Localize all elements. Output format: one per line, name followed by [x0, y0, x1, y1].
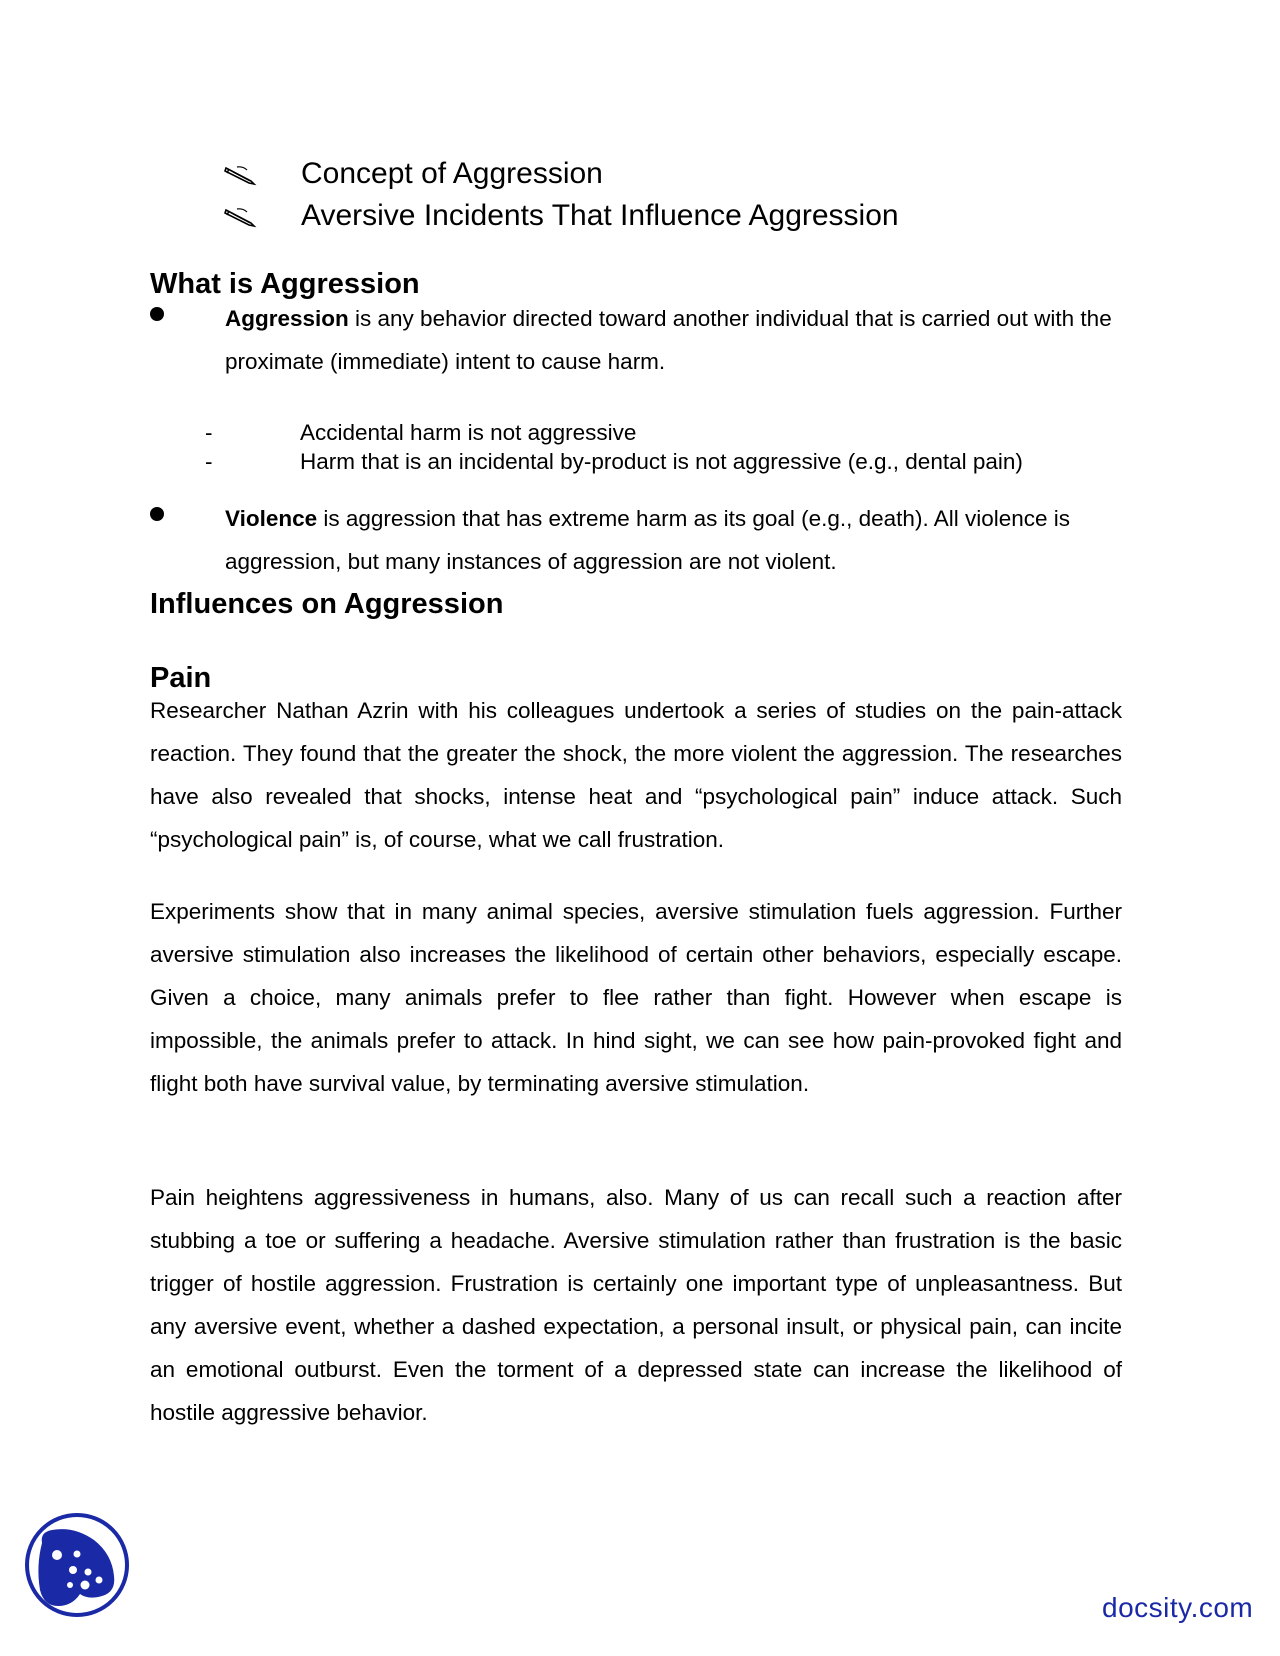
violence-term: Violence — [225, 506, 318, 531]
paragraph-azrin: Researcher Nathan Azrin with his colleagues undertook a series of studies on the pain-attack reaction. They found that the greater the shock, the more violent the aggression. The researches have also revealed that shocks, intense heat and “psychological pain” induce attack. Such “psychological pain” is, of course, what we call frustration. — [150, 698, 1122, 852]
bullet-dot — [150, 307, 164, 321]
outline-item-aversive — [223, 198, 899, 234]
aggression-definition — [225, 297, 1120, 383]
heading-pain: Pain — [150, 662, 212, 694]
dash-marker: - — [205, 449, 213, 474]
bullet-dot — [150, 507, 164, 521]
outline-label: Aversive Incidents That Influence Aggression — [301, 199, 899, 232]
aggression-term: Aggression — [225, 306, 349, 331]
paragraph-pain-humans: Pain heightens aggressiveness in humans, also. Many of us can recall such a reaction after stubbing a toe or suffering a headache. Aversive stimulation rather than frustration is the basic trigger of hostile aggression. Frustration is certainly one important type of unpleasantness. But any aversive event, whether a dashed expectation, a personal insult, or physical pain, can incite an emotional outburst. Even the torment of a depressed state can increase the likelihood of hostile aggressive behavior. — [150, 1185, 1122, 1425]
docsity-logo — [22, 1510, 132, 1625]
paragraph-experiments: Experiments show that in many animal species, aversive stimulation fuels aggression. Further aversive stimulation also increases the likelihood of certain other behaviors, especially escape. Given a choice, many animals prefer to flee rather than fight. However when escape is impossible, the animals prefer to attack. In hind sight, we can see how pain-provoked fight and flight both have survival value, by terminating aversive stimulation. — [150, 899, 1122, 1096]
dash-item-incidental — [205, 447, 1023, 476]
heading-what-is-aggression: What is Aggression — [150, 268, 420, 300]
heading-influences: Influences on Aggression — [150, 588, 504, 620]
dash-item-accidental — [205, 418, 636, 447]
pen-icon — [223, 206, 301, 228]
dash-marker: - — [205, 420, 213, 445]
outline-label: Concept of Aggression — [301, 157, 603, 190]
violence-definition — [225, 497, 1120, 583]
aggression-text: is any behavior directed toward another individual that is carried out with the proximate (immediate) intent to cause harm. — [225, 306, 1112, 374]
bullet-violence — [150, 497, 1120, 587]
dash-text: Accidental harm is not aggressive — [300, 420, 637, 445]
docsity-brand-link[interactable]: docsity.com — [1102, 1592, 1254, 1623]
outline-item-concept — [223, 156, 603, 192]
pen-icon — [223, 164, 301, 186]
bullet-aggression — [150, 297, 1120, 387]
dash-text: Harm that is an incidental by-product is not aggressive (e.g., dental pain) — [300, 449, 1023, 474]
violence-text: is aggression that has extreme harm as its goal (e.g., death). All violence is aggression, but many instances of aggression are not violent. — [225, 506, 1071, 574]
